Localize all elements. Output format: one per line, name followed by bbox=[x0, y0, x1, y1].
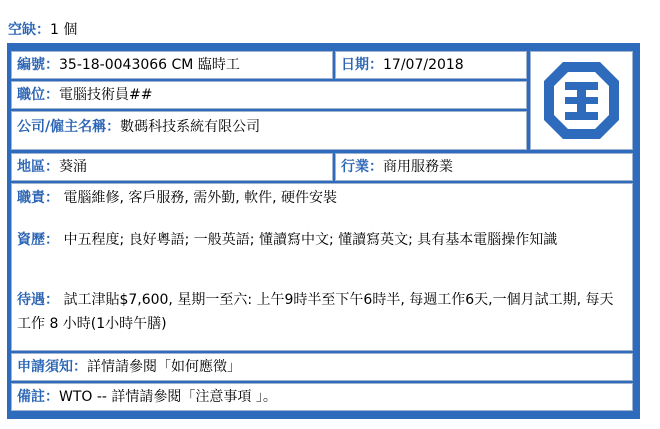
vacancy-value: 1 個 bbox=[50, 22, 78, 38]
remarks-value: WTO -- 詳情請參閱「注意事項 」。 bbox=[59, 389, 277, 405]
application-value: 詳情請參閱「如何應徵」 bbox=[87, 359, 241, 375]
terms-line bbox=[17, 288, 627, 336]
application-cell bbox=[11, 353, 633, 381]
district-cell bbox=[11, 153, 333, 181]
duties-label: 職責： bbox=[17, 190, 59, 206]
industry-label: 行業： bbox=[341, 159, 383, 175]
terms-label: 待遇： bbox=[17, 292, 59, 308]
position-cell bbox=[11, 81, 527, 109]
vacancy-label: 空缺： bbox=[8, 22, 50, 38]
district-value: 葵涌 bbox=[59, 159, 87, 175]
industry-value: 商用服務業 bbox=[383, 159, 453, 175]
position-value: 電腦技術員## bbox=[59, 87, 153, 103]
employer-cell bbox=[11, 111, 527, 150]
labour-department-logo-icon bbox=[531, 52, 632, 149]
job-code-value: 35-18-0043066 CM 臨時工 bbox=[59, 57, 240, 73]
duties-line bbox=[17, 186, 627, 228]
vacancy-line bbox=[8, 20, 77, 40]
post-date-value: 17/07/2018 bbox=[383, 57, 464, 73]
remarks-label: 備註： bbox=[17, 389, 59, 405]
details-cell bbox=[11, 183, 633, 351]
job-code-label: 編號： bbox=[17, 57, 59, 73]
employer-label: 公司/僱主名稱： bbox=[17, 119, 121, 135]
industry-cell bbox=[335, 153, 633, 181]
duties-value: 電腦維修, 客戶服務, 需外勤, 軟件, 硬件安裝 bbox=[59, 190, 338, 206]
terms-value: 試工津貼$7,600, 星期一至六: 上午9時半至下午6時半, 每週工作6天,一個月試工期, 每天工作 8 小時(1小時午膳) bbox=[17, 292, 614, 332]
qualification-line bbox=[17, 228, 627, 288]
employer-value: 數碼科技系統有限公司 bbox=[120, 119, 261, 135]
district-label: 地區： bbox=[17, 159, 59, 175]
job-code-cell bbox=[11, 51, 333, 79]
job-detail-table bbox=[7, 43, 640, 419]
remarks-cell bbox=[11, 383, 633, 411]
logo-cell bbox=[530, 51, 633, 150]
post-date-cell bbox=[335, 51, 527, 79]
post-date-label: 日期： bbox=[341, 57, 383, 73]
application-label: 申請須知： bbox=[17, 359, 87, 375]
position-label: 職位： bbox=[17, 87, 59, 103]
qualification-label: 資歷： bbox=[17, 232, 59, 248]
qualification-value: 中五程度; 良好粵語; 一般英語; 懂讀寫中文; 懂讀寫英文; 具有基本電腦操作知識 bbox=[59, 232, 558, 248]
